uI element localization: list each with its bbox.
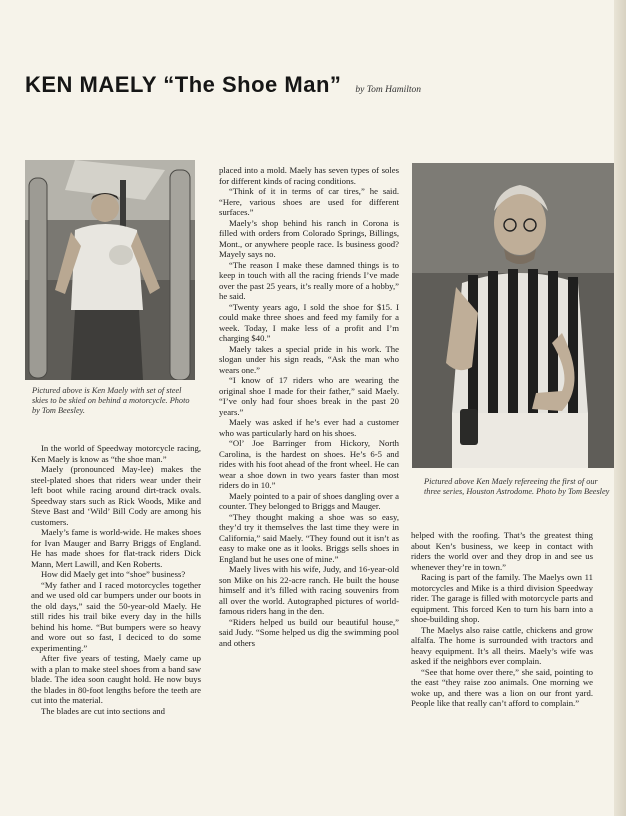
paragraph: Maely pointed to a pair of shoes dangling over a counter. They belonged to Briggs and Mauger. [219,490,399,511]
photo-maely-referee [412,163,616,468]
paragraph: helped with the roofing. That’s the greatest thing about Ken’s business, we keep in contact with riders the world over and they drop in and see us whenever they’re in town.” [411,530,593,572]
paragraph: The Maelys also raise cattle, chickens and grow alfalfa. The home is surrounded with tractors and heavy equipment. It’s all theirs. Maely’s wife was asked if the neighbors ever complain. [411,624,593,666]
photo-maely-with-skis [25,160,195,380]
paragraph: “My father and I raced motorcycles together and we used old car bumpers under our boots in the old days,” said the 50-year-old Maely. He still rides his trail bike every day in the hills behind his home. “But bumpers were so heavy and wore out so fast, I deciced to do some experimenting.” [31,579,201,653]
paragraph: The blades are cut into sections and [41,705,165,716]
article-headline [25,72,421,98]
paragraph: Maely (pronounced May-lee) makes the steel-plated shoes that riders wear under their left boot while racing around dirt-track ovals. Speedway stars such as Rick Woods, Mike and Steve Bast and ‘Wild’ Bill Cody are among his customers. [31,464,201,527]
paragraph: Maely’s shop behind his ranch in Corona is filled with orders from Colorado Springs, Billings, Mont., or anywhere people race. Is business good? Mayely says no. [219,217,399,259]
paragraph: “I know of 17 riders who are wearing the original shoe I made for their father,” said Maely. “I’ve only had four shoes break in the past 20 years.” [219,375,399,417]
paragraph: “Twenty years ago, I sold the shoe for $15. I could make three shoes and feed my family for a week. Today, I make less of a profit and I’m charging $40.” [219,301,399,343]
article-title: KEN MAELY “The Shoe Man” [25,72,342,97]
paragraph: Maely was asked if he’s ever had a customer who was particularly hard on his shoes. [219,417,399,438]
paragraph: Maely takes a special pride in his work. The slogan under his sign reads, “Ask the man who wears one.” [219,343,399,375]
paragraph: Maely lives with his wife, Judy, and 16-year-old son Mike on his 22-acre ranch. He built the house himself and it’s filled with racing souvenirs from all over the world. Autographed pictures of world-famous riders hang in the den. [219,564,399,616]
paragraph: “Ol’ Joe Barringer from Hickory, North Carolina, is the hardest on shoes. He’s 6-5 and rides with his foot ahead of the front wheel. He can wear a shoe down in two years faster than most riders do in 10.” [219,438,399,490]
paragraph: “Riders helped us build our beautiful house,” said Judy. “Some helped us dig the swimming pool and others [219,616,399,648]
article-byline: by Tom Hamilton [355,85,422,95]
paragraph: “Think of it in terms of car tires,” he said. “Here, various shoes are used for different surfaces.” [219,186,399,217]
article-column-2 [219,165,399,648]
paragraph: “They thought making a shoe was so easy, they’d try it themselves the last time they were in California,” said Maely. “They found out it isn’t as easy to make one as it looks. Briggs sells shoes in England but he uses one of mine.” [219,511,399,564]
page-edge [614,0,626,816]
photo1-caption: Pictured above is Ken Maely with set of steel skies to be skied on behind a motorcycle. Photo by Tom Beesley. [32,386,190,416]
photo2-caption: Pictured above Ken Maely refereeing the first of our three series, Houston Astrodome. Photo by Tom Beesley [424,477,610,497]
paragraph: In the world of Speedway motorcycle racing, Ken Maely is know as “the shoe man.” [31,443,201,464]
paragraph: Racing is part of the family. The Maelys own 11 motorcycles and Mike is a third division Speedway rider. The garage is filled with motorcycle parts and equipment. This forced Ken to turn his barn into a shoe-building shop. [411,572,593,624]
paragraph: “See that home over there,” she said, pointing to the east “they raise zoo animals. One morning we woke up, and there was a lion on our front yard. People like that really can’t afford to complain.” [411,666,593,708]
paragraph: “The reason I make these damned things is to keep in touch with all the racing friends I’ve made over the past 25 years, it’s really more of a hobby,” he said. [219,259,399,301]
paragraph: After five years of testing, Maely came up with a plan to make steel shoes from a band saw blade. The idea soon caught hold. He now buys the blades in 80-foot lengths before the teeth are cut into the material. [31,653,201,705]
paragraph: placed into a mold. Maely has seven types of soles for different kinds of racing conditions. [219,165,399,186]
paragraph: Maely’s fame is world-wide. He makes shoes for Ivan Mauger and Barry Briggs of England. He has made shoes for flat-track riders Dick Mann, Mert Lawill, and Ken Roberts. [31,527,201,569]
article-column-1 [31,443,201,716]
paragraph: How did Maely get into “shoe” business? [41,569,186,579]
article-column-3 [411,530,593,709]
